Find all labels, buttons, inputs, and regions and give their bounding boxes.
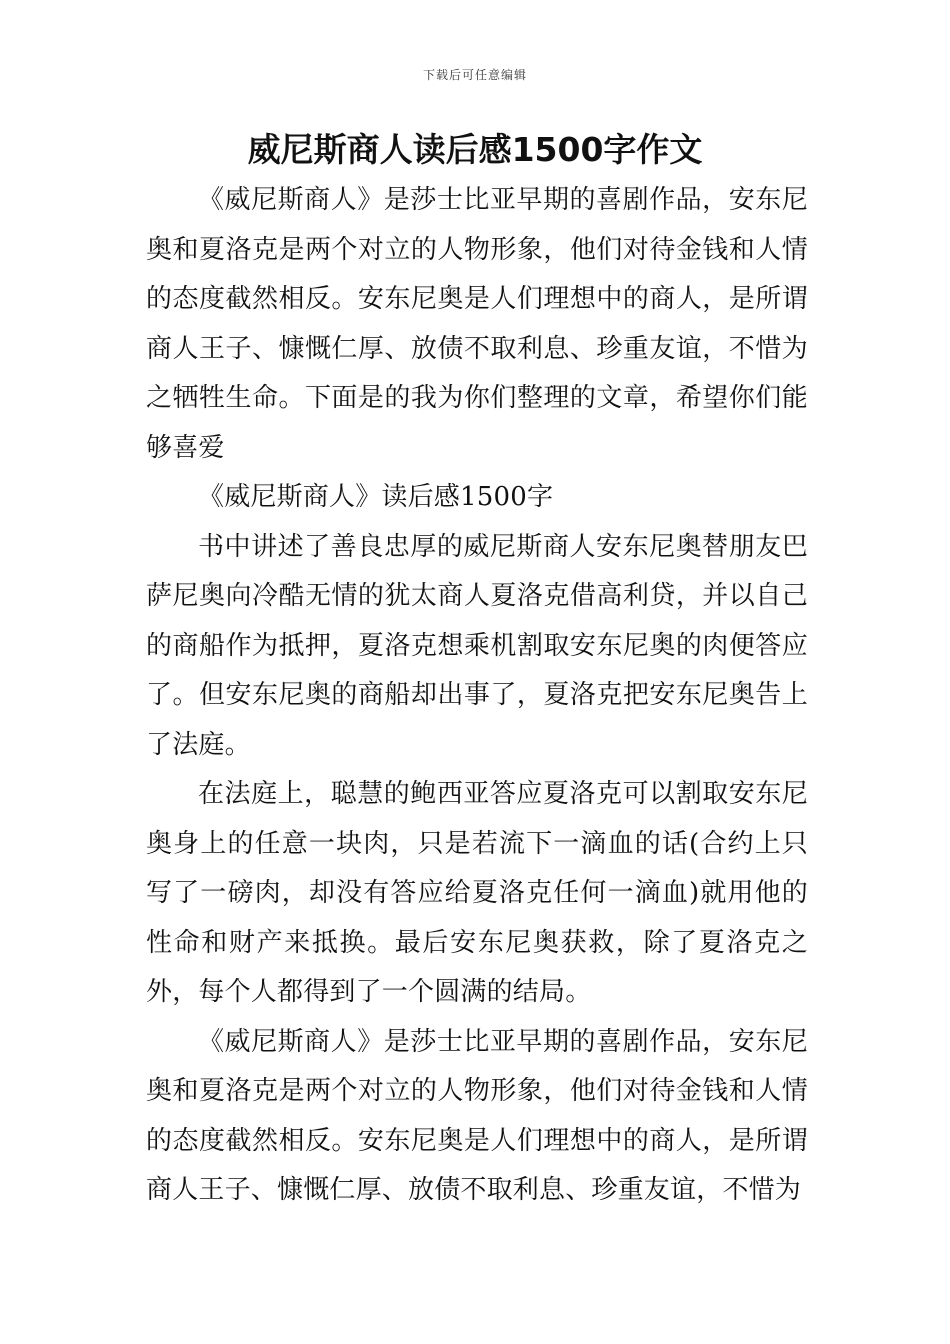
header-note: 下载后可任意编辑 <box>422 68 527 82</box>
paragraph-plot: 书中讲述了善良忠厚的威尼斯商人安东尼奥替朋友巴萨尼奥向冷酷无情的犹太商人夏洛克借高利贷，并以自己的商船作为抵押，夏洛克想乘机割取安东尼奥的肉便答应了。但安东尼奥的商船却出事了，夏洛克把安东尼奥告上了法庭。 <box>146 531 808 760</box>
document-body <box>146 176 808 1216</box>
paragraph-intro: 《威尼斯商人》是莎士比亚早期的喜剧作品，安东尼奥和夏洛克是两个对立的人物形象，他们对待金钱和人情的态度截然相反。安东尼奥是人们理想中的商人，是所谓商人王子、慷慨仁厚、放债不取利息、珍重友谊，不惜为之牺牲生命。下面是的我为你们整理的文章，希望你们能够喜爱 <box>146 185 808 463</box>
paragraph-court: 在法庭上，聪慧的鲍西亚答应夏洛克可以割取安东尼奥身上的任意一块肉，只是若流下一滴血的话(合约上只写了一磅肉，却没有答应给夏洛克任何一滴血)就用他的性命和财产来抵换。最后安东尼奥获救，除了夏洛克之外，每个人都得到了一个圆满的结局。 <box>146 779 808 1007</box>
section-heading: 《威尼斯商人》读后感1500字 <box>198 482 554 512</box>
paragraph-analysis: 《威尼斯商人》是莎士比亚早期的喜剧作品，安东尼奥和夏洛克是两个对立的人物形象，他们对待金钱和人情的态度截然相反。安东尼奥是人们理想中的商人，是所谓商人王子、慷慨仁厚、放债不取利息、珍重友谊，不惜为 <box>146 1026 808 1205</box>
page-title: 威尼斯商人读后感1500字作文 <box>247 130 703 169</box>
